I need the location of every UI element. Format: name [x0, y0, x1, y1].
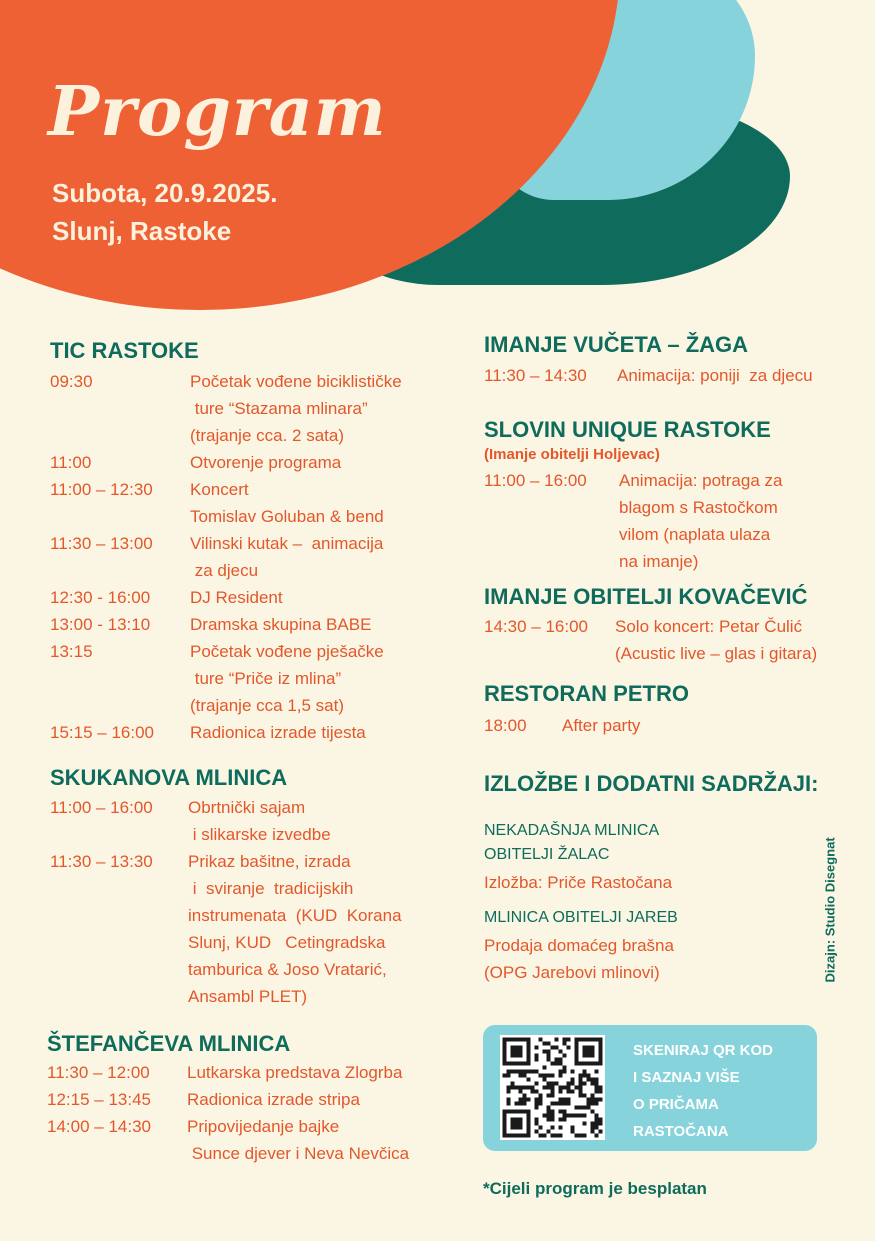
schedule-description [187, 1113, 409, 1167]
schedule-description-line: Koncert [190, 480, 249, 499]
schedule-description [187, 1086, 360, 1113]
schedule-description [190, 719, 366, 746]
schedule-description-line: After party [562, 716, 641, 735]
qr-call-to-action [633, 1037, 813, 1145]
schedule-description-line: ture “Priče iz mlina” [190, 669, 342, 688]
schedule-description [187, 1059, 402, 1086]
schedule-description [190, 368, 402, 449]
qr-text-line-3: O PRIČAMA [633, 1096, 719, 1113]
schedule-time: 11:00 – 12:30 [50, 480, 153, 499]
schedule-description [615, 613, 817, 667]
event-location: Slunj, Rastoke [52, 216, 232, 246]
schedule-time: 14:00 – 14:30 [47, 1117, 151, 1136]
schedule-description [619, 467, 782, 575]
section-slovin-unique: SLOVIN UNIQUE RASTOKE [484, 417, 771, 442]
schedule-description-line: Početak vođene biciklističke [190, 372, 402, 391]
schedule-description-line: blagom s Rastočkom [619, 498, 778, 517]
qr-banner [483, 1025, 817, 1151]
schedule-time: 11:00 – 16:00 [484, 471, 587, 490]
schedule-description [190, 638, 384, 719]
schedule-time: 11:30 – 13:30 [50, 852, 153, 871]
schedule-description-line: Vilinski kutak – animacija [190, 534, 384, 553]
schedule-description-line: Solo koncert: Petar Čulić [615, 617, 803, 636]
schedule-description-line: Sunce djever i Neva Nevčica [187, 1144, 410, 1163]
schedule-time: 11:30 – 12:00 [47, 1063, 150, 1082]
schedule-description [190, 476, 384, 530]
schedule-description-line: ture “Stazama mlinara” [190, 399, 368, 418]
schedule-description-line: instrumenata (KUD Korana [188, 906, 402, 925]
schedule-time: 11:00 [50, 453, 92, 472]
qr-code-graphic [500, 1035, 605, 1140]
schedule-description [562, 712, 640, 739]
schedule-description [190, 449, 341, 476]
schedule-description-line: Ansambl PLET) [188, 987, 308, 1006]
schedule-description-line: DJ Resident [190, 588, 283, 607]
schedule-description-line: Animacija: potraga za [619, 471, 783, 490]
extras-place-1-line-1: NEKADAŠNJA MLINICA [484, 822, 660, 839]
schedule-description-line: Obrtnički sajam [188, 798, 306, 817]
section-extras: IZLOŽBE I DODATNI SADRŽAJI: [484, 771, 819, 796]
section-imanje-vuceta: IMANJE VUČETA – ŽAGA [484, 332, 749, 357]
extras-place-2: MLINICA OBITELJI JAREB [484, 909, 678, 926]
page-title: Program [48, 72, 387, 152]
schedule-description [188, 794, 331, 848]
schedule-time: 11:00 – 16:00 [50, 798, 153, 817]
extras-place-1-description: Izložba: Priče Rastočana [484, 873, 673, 892]
schedule-description-line: Pripovijedanje bajke [187, 1117, 340, 1136]
schedule-description-line: (Acustic live – glas i gitara) [615, 644, 818, 663]
schedule-description-line: Animacija: poniji za djecu [617, 366, 813, 385]
schedule-description [190, 530, 383, 584]
qr-text-line-4: RASTOČANA [633, 1123, 729, 1140]
qr-text-line-1: SKENIRAJ QR KOD [633, 1042, 774, 1059]
schedule-description-line: Tomislav Goluban & bend [190, 507, 384, 526]
event-date: Subota, 20.9.2025. [52, 178, 278, 208]
section-stefanceva-mlinica: ŠTEFANČEVA MLINICA [47, 1031, 291, 1056]
schedule-description-line: za djecu [190, 561, 259, 580]
schedule-time: 13:00 - 13:10 [50, 615, 151, 634]
schedule-description-line: (trajanje cca 1,5 sat) [190, 696, 345, 715]
schedule-time: 12:30 - 16:00 [50, 588, 151, 607]
section-restoran-petro: RESTORAN PETRO [484, 681, 689, 706]
extras-place-2-description: Prodaja domaćeg brašna [484, 936, 674, 955]
design-credit: Dizajn: Studio Disegnat [822, 837, 838, 983]
schedule-description-line: Slunj, KUD Cetingradska [188, 933, 386, 952]
section-tic-rastoke: TIC RASTOKE [50, 338, 199, 363]
free-program-note: *Cijeli program je besplatan [483, 1179, 707, 1198]
schedule-description-line: Otvorenje programa [190, 453, 342, 472]
extras-place-2-note: (OPG Jarebovi mlinovi) [484, 963, 660, 982]
qr-text-line-2: I SAZNAJ VIŠE [633, 1069, 740, 1086]
schedule-description-line: Radionica izrade tijesta [190, 723, 366, 742]
schedule-time: 13:15 [50, 642, 93, 661]
schedule-description-line: i sviranje tradicijskih [188, 879, 354, 898]
schedule-description-line: (trajanje cca. 2 sata) [190, 426, 345, 445]
schedule-description-line: Lutkarska predstava Zlogrba [187, 1063, 403, 1082]
schedule-description-line: na imanje) [619, 552, 699, 571]
schedule-time: 11:30 – 14:30 [484, 366, 587, 385]
schedule-time: 14:30 – 16:00 [484, 617, 588, 636]
schedule-description [190, 584, 283, 611]
schedule-time: 11:30 – 13:00 [50, 534, 153, 553]
schedule-description-line: tamburica & Joso Vratarić, [188, 960, 387, 979]
schedule-description [190, 611, 371, 638]
section-kovacevic: IMANJE OBITELJI KOVAČEVIĆ [484, 584, 808, 609]
schedule-description-line: Početak vođene pješačke [190, 642, 384, 661]
schedule-description [617, 362, 813, 389]
schedule-time: 09:30 [50, 372, 93, 391]
schedule-description-line: Radionica izrade stripa [187, 1090, 360, 1109]
schedule-description-line: i slikarske izvedbe [188, 825, 331, 844]
extras-place-1-line-2: OBITELJI ŽALAC [484, 846, 610, 863]
slovin-subheading: (Imanje obitelji Holjevac) [484, 446, 660, 463]
schedule-time: 18:00 [484, 716, 527, 735]
schedule-time: 15:15 – 16:00 [50, 723, 154, 742]
schedule-description-line: Prikaz bašitne, izrada [188, 852, 351, 871]
section-skukanova-mlinica: SKUKANOVA MLINICA [50, 765, 288, 790]
schedule-description [188, 848, 402, 1010]
schedule-description-line: Dramska skupina BABE [190, 615, 372, 634]
schedule-time: 12:15 – 13:45 [47, 1090, 151, 1109]
qr-code-icon[interactable] [500, 1035, 605, 1140]
schedule-description-line: vilom (naplata ulaza [619, 525, 771, 544]
